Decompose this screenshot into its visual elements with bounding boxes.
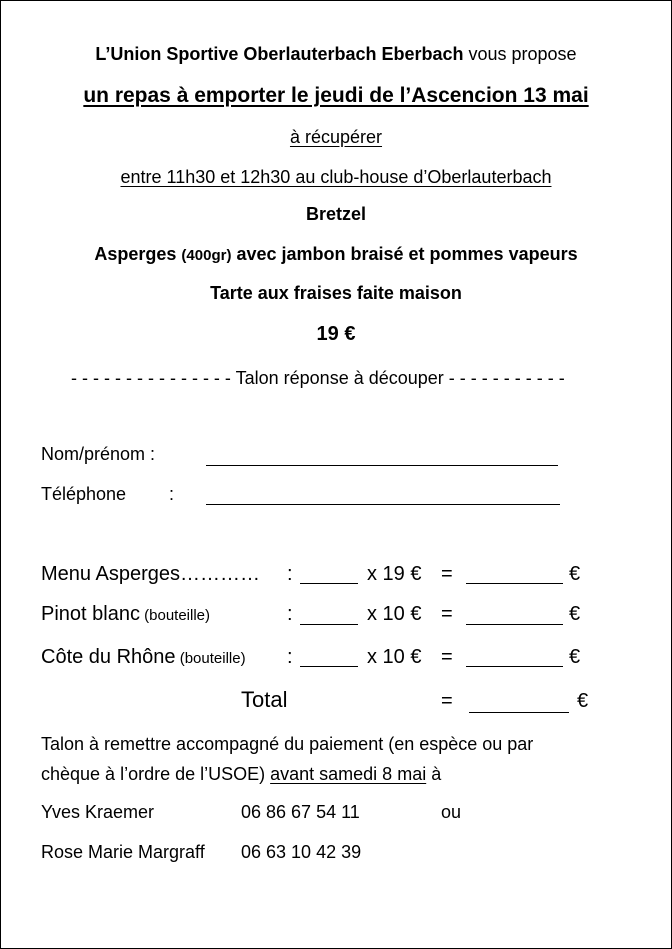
order-row-currency: € [569,603,581,625]
cut-line [71,368,565,389]
menu-item-bretzel: Bretzel [305,204,367,224]
order-row-colon: : [287,646,293,668]
instructions-line2 [41,764,441,785]
order-row-mult: x 10 € [367,646,422,668]
contact-name: Rose Marie Margraff [41,842,205,862]
amount-line[interactable] [466,583,563,584]
phone-colon: : [169,484,175,504]
cut-label: Talon réponse à découper [235,368,444,388]
quantity-line[interactable] [300,583,358,584]
menu-item-weight: (400gr) [181,247,232,264]
menu-item-tarte: Tarte aux fraises faite maison [210,283,462,303]
order-row-eq: = [441,563,453,585]
instructions-line2-b: à [426,764,442,784]
menu-item-asperges-a: Asperges [94,244,182,264]
deadline: avant samedi 8 mai [270,764,427,784]
contact-or: ou [441,802,462,822]
org-suffix: vous propose [463,44,577,64]
order-row-currency: € [569,563,581,585]
bottle-note: (bouteille) [139,607,211,624]
menu-item-asperges [1,244,671,265]
order-row-mult: x 19 € [367,563,422,585]
order-row-colon: : [287,563,293,585]
instructions-line2-a: chèque à l’ordre de l’USOE) [41,764,271,784]
quantity-line[interactable] [300,666,358,667]
phone-field-line[interactable] [206,504,560,505]
contact-phone: 06 63 10 42 39 [241,842,362,862]
org-name: L’Union Sportive Oberlauterbach Eberbach [95,44,464,64]
cut-dashes-right: - - - - - - - - - - - [448,368,565,388]
order-row-name: Menu Asperges………… [41,563,260,585]
cut-dashes-left: - - - - - - - - - - - - - - - [71,368,231,388]
pickup-time-place: entre 11h30 et 12h30 au club-house d’Oberlauterbach [120,167,552,187]
amount-line[interactable] [466,624,563,625]
order-row-eq: = [441,603,453,625]
order-row-currency: € [569,646,581,668]
headline: un repas à emporter le jeudi de l’Ascencion 13 mai [83,84,589,107]
order-row-name: Pinot blanc (bouteille) [41,603,211,625]
bottle-note: (bouteille) [175,650,246,667]
menu-item-asperges-b: avec jambon braisé et pommes vapeurs [231,244,578,264]
pickup-label: à récupérer [289,127,383,147]
total-currency: € [577,690,589,712]
contact-phone: 06 86 67 54 11 [241,802,360,822]
contact-name: Yves Kraemer [41,802,155,822]
name-label: Nom/prénom : [41,444,156,464]
total-amount-line[interactable] [469,712,569,713]
intro-line [1,44,671,65]
total-eq: = [441,690,453,712]
total-label: Total [241,687,288,712]
menu-price: 19 € [316,323,356,345]
phone-label: Téléphone [41,484,127,504]
order-row-colon: : [287,603,293,625]
instructions-line1: Talon à remettre accompagné du paiement (en espèce ou par [41,734,534,754]
quantity-line[interactable] [300,624,358,625]
name-field-line[interactable] [206,465,558,466]
order-row-eq: = [441,646,453,668]
order-row-name: Côte du Rhône (bouteille) [41,646,246,668]
order-row-mult: x 10 € [367,603,422,625]
amount-line[interactable] [466,666,563,667]
